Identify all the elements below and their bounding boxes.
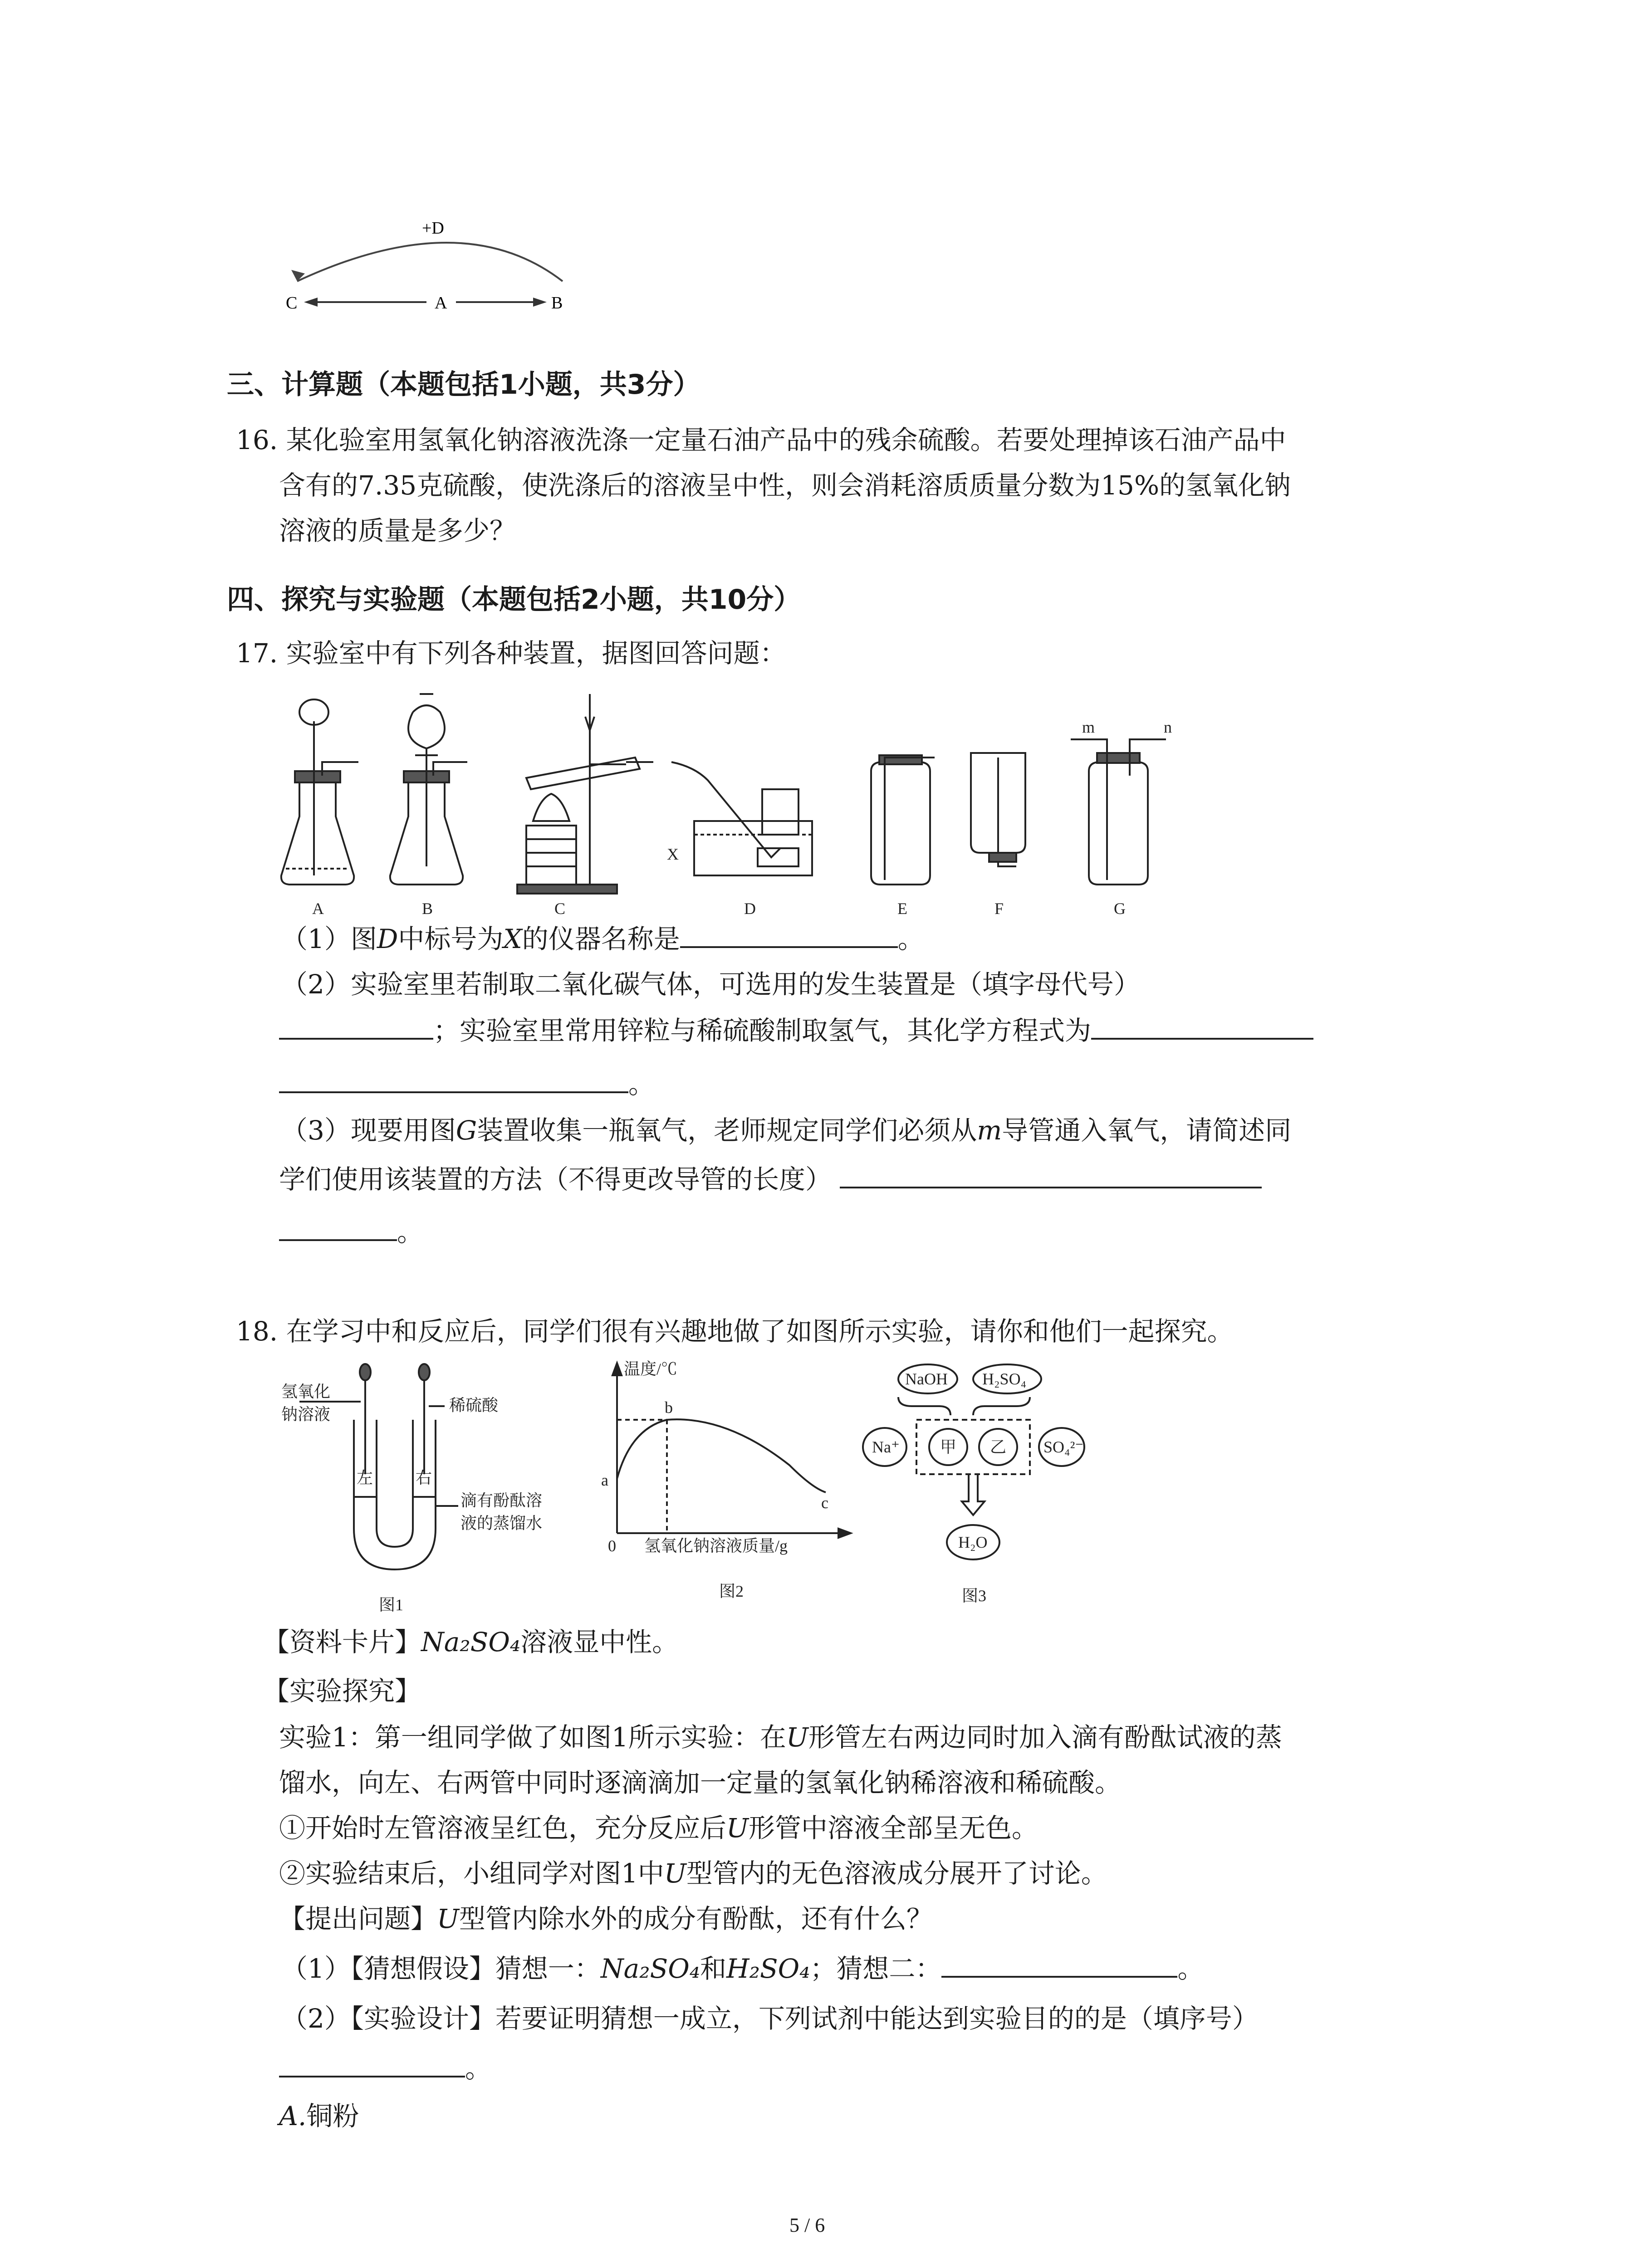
q17-line1: 17. 实验室中有下列各种装置，据图回答问题： <box>236 638 786 669</box>
fig3-naoh: NaOH <box>905 1370 948 1388</box>
label-f: F <box>994 899 1004 918</box>
fig3-h2o: H₂O <box>958 1533 988 1551</box>
fig1-naoh-2: 钠溶液 <box>281 1405 331 1423</box>
q17-2-line2: ；实验室里常用锌粒与稀硫酸制取氢气，其化学方程式为 <box>279 1012 1313 1049</box>
fig1-right: 右 <box>416 1469 432 1487</box>
data-card: 【资料卡片】Na₂SO₄溶液显中性。 <box>263 1627 679 1657</box>
raise-question: 【提出问题】U型管内除水外的成分有酚酞，还有什么？ <box>279 1903 933 1934</box>
arc-label: +D <box>422 219 444 238</box>
fig3-caption: 图3 <box>962 1587 987 1605</box>
fig2-point-c: c <box>821 1494 828 1512</box>
hypothesis-blank[interactable] <box>941 1950 1177 1978</box>
apparatus-e <box>871 755 935 885</box>
apparatus-d <box>671 762 812 875</box>
section4-heading: 四、探究与实验题（本题包括2小题，共10分） <box>227 584 801 616</box>
q17-1: （1）图D中标号为X的仪器名称是 。 <box>281 921 924 957</box>
fig2-xlabel: 氢氧化钠溶液质量/g <box>644 1537 788 1555</box>
fig2-caption: 图2 <box>719 1582 744 1600</box>
node-b: B <box>551 293 563 313</box>
option-a: A.铜粉 <box>279 2101 359 2131</box>
q17-2-line1: （2）实验室里若制取二氧化碳气体，可选用的发生装置是（填字母代号） <box>281 969 1140 1000</box>
experiment-explore-heading: 【实验探究】 <box>263 1676 421 1706</box>
fig2-point-a: a <box>601 1471 608 1489</box>
label-d: D <box>744 899 756 918</box>
hypothesis: （1）【猜想假设】猜想一：Na₂SO₄和H₂SO₄；猜想二： 。 <box>281 1950 1204 1987</box>
observation-1: ①开始时左管溶液呈红色，充分反应后U形管中溶液全部呈无色。 <box>279 1813 1038 1843</box>
fig3-so4: SO₄²⁻ <box>1043 1438 1084 1456</box>
apparatus-a <box>281 699 358 885</box>
apparatus-b <box>390 694 467 885</box>
fig1-water-2: 液的蒸馏水 <box>460 1514 543 1532</box>
q17-3-blank1[interactable] <box>840 1161 1262 1188</box>
figure1-u-tube <box>272 1361 590 1615</box>
design-answer: 。 <box>279 2050 491 2087</box>
label-m: m <box>1082 718 1095 736</box>
design-blank[interactable] <box>279 2050 465 2077</box>
fig2-point-b: b <box>665 1398 673 1417</box>
q16-line1: 16. 某化验室用氢氧化钠溶液洗涤一定量石油产品中的残余硫酸。若要处理掉该石油产品中 <box>236 425 1286 455</box>
q17-3-blank2[interactable] <box>279 1214 397 1241</box>
fig1-left: 左 <box>357 1469 373 1487</box>
node-c: C <box>286 293 298 313</box>
fig3-yi: 乙 <box>990 1438 1007 1456</box>
label-a: A <box>312 899 324 918</box>
temperature-curve <box>617 1419 826 1492</box>
page-number: 5 / 6 <box>789 2214 825 2236</box>
section3-heading: 三、计算题（本题包括1小题，共3分） <box>227 369 700 401</box>
q16-line2: 含有的7.35克硫酸，使洗涤后的溶液呈中性，则会消耗溶质质量分数为15%的氢氧化钠 <box>279 470 1291 501</box>
observation-2: ②实验结束后，小组同学对图1中U型管内的无色溶液成分展开了讨论。 <box>279 1858 1107 1889</box>
q17-2-blank2[interactable] <box>1091 1012 1313 1040</box>
fig2-ylabel: 温度/℃ <box>624 1360 678 1378</box>
q17-3-line1: （3）现要用图G装置收集一瓶氧气，老师规定同学们必须从m导管通入氧气，请简述同 <box>281 1115 1292 1146</box>
fig3-jia: 甲 <box>940 1438 957 1456</box>
q17-3-line3: 。 <box>279 1214 423 1250</box>
q17-2-blank3[interactable] <box>279 1066 628 1093</box>
label-n: n <box>1164 718 1172 736</box>
figure2-temperature-curve <box>590 1356 871 1615</box>
q16-line3: 溶液的质量是多少？ <box>279 515 516 546</box>
fig3-na: Na⁺ <box>872 1438 900 1456</box>
fig1-naoh-1: 氢氧化 <box>281 1383 331 1401</box>
fig3-h2so4: H₂SO₄ <box>982 1370 1027 1388</box>
apparatus-c <box>517 694 653 894</box>
apparatus-f <box>971 753 1025 866</box>
design: （2）【实验设计】若要证明猜想一成立，下列试剂中能达到实验目的的是（填序号） <box>281 2003 1259 2034</box>
exp1-line2: 馏水，向左、右两管中同时逐滴滴加一定量的氢氧化钠稀溶液和稀硫酸。 <box>279 1767 1122 1798</box>
apparatus-g <box>1071 739 1166 885</box>
exp1-line1: 实验1：第一组同学做了如图1所示实验：在U形管左右两边同时加入滴有酚酞试液的蒸 <box>279 1722 1282 1753</box>
q17-1-blank[interactable] <box>680 921 898 948</box>
q17-2-blank1[interactable] <box>279 1012 433 1040</box>
fig1-caption: 图1 <box>379 1596 404 1614</box>
q17-3-line2: 学们使用该装置的方法（不得更改导管的长度） <box>279 1161 1262 1198</box>
figure3-ion-diagram <box>853 1356 1134 1615</box>
node-a: A <box>435 293 447 313</box>
fig1-water-1: 滴有酚酞溶 <box>460 1491 543 1510</box>
reaction-diagram <box>272 213 590 322</box>
label-e: E <box>897 899 907 918</box>
q18-line1: 18. 在学习中和反应后，同学们很有兴趣地做了如图所示实验，请你和他们一起探究。 <box>236 1316 1234 1347</box>
label-b: B <box>422 899 433 918</box>
q17-2-line3: 。 <box>279 1066 655 1102</box>
fig2-origin: 0 <box>608 1537 616 1555</box>
apparatus-figure <box>272 685 1225 921</box>
label-x: X <box>667 845 679 863</box>
label-g: G <box>1114 899 1126 918</box>
fig1-acid: 稀硫酸 <box>449 1396 499 1414</box>
label-c: C <box>554 899 566 918</box>
